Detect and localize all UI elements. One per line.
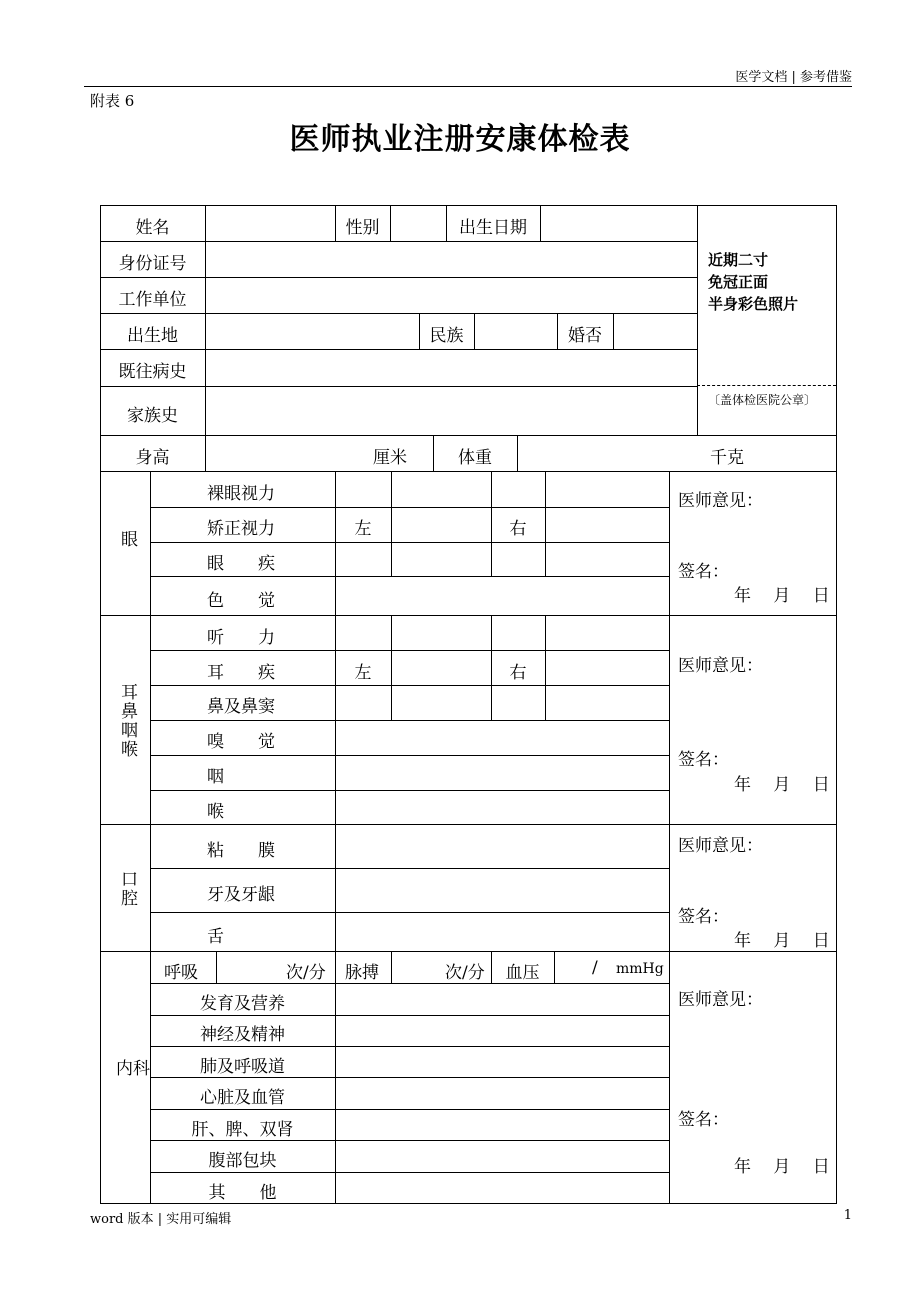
- internal-item: 发育及营养: [200, 994, 285, 1014]
- header-text: 医学文档 | 参考借鉴: [735, 70, 852, 85]
- internal-item: 肝、脾、双肾: [191, 1120, 294, 1140]
- label-ethnicity: 民族: [429, 326, 464, 346]
- photo-dashed-separator: [697, 385, 836, 386]
- label-birth-date: 出生日期: [459, 218, 527, 238]
- eye-opinion-label: 医师意见：: [678, 491, 763, 511]
- page-title: 医师执业注册安康体检表: [289, 122, 631, 157]
- oral-sign-label: 签名：: [678, 907, 729, 927]
- label-family-history: 家族史: [127, 406, 178, 426]
- label-gender: 性别: [345, 218, 380, 238]
- internal-item: 其 他: [208, 1183, 277, 1203]
- ent-right-label: 右: [509, 663, 527, 683]
- eye-item: 矫正视力: [207, 519, 275, 539]
- label-medical-history: 既往病史: [118, 362, 187, 382]
- label-name: 姓名: [135, 218, 170, 238]
- label-id-number: 身份证号: [118, 254, 187, 274]
- ent-date: 年 月 日: [734, 775, 830, 795]
- oral-item: 牙及牙龈: [207, 885, 275, 905]
- internal-sign-label: 签名：: [678, 1110, 729, 1130]
- unit-bp: mmHg: [616, 961, 664, 977]
- section-ent: 耳鼻咽喉: [117, 683, 137, 759]
- internal-item: 神经及精神: [200, 1025, 285, 1045]
- bp-slash: /: [592, 958, 598, 978]
- label-weight: 体重: [458, 448, 492, 468]
- oral-item: 粘 膜: [207, 841, 275, 861]
- annex-label: 附表 6: [90, 92, 135, 110]
- unit-kg: 千克: [710, 448, 744, 468]
- eye-item: 眼 疾: [207, 554, 275, 574]
- ent-sign-label: 签名：: [678, 750, 729, 770]
- stamp-note: 〔盖体检医院公章〕: [708, 393, 817, 407]
- oral-item: 舌: [207, 927, 224, 947]
- ent-item: 嗅 觉: [207, 732, 275, 752]
- eye-right-label: 右: [509, 519, 527, 539]
- ent-item: 听 力: [207, 628, 275, 648]
- health-exam-form: [100, 205, 837, 1204]
- footer-text: word 版本 | 实用可编辑: [90, 1212, 232, 1227]
- label-respiration: 呼吸: [164, 963, 198, 983]
- internal-date: 年 月 日: [734, 1157, 830, 1177]
- unit-respiration: 次/分: [286, 963, 326, 983]
- label-birthplace: 出生地: [127, 326, 178, 346]
- internal-item: 心脏及血管: [200, 1088, 285, 1108]
- eye-sign-label: 签名：: [678, 562, 729, 582]
- form-border-left: [100, 205, 101, 1204]
- oral-date: 年 月 日: [734, 931, 830, 951]
- section-internal: 内科: [116, 1059, 150, 1079]
- internal-item: 腹部包块: [208, 1151, 277, 1171]
- label-marital: 婚否: [568, 326, 602, 346]
- section-oral: 口腔: [117, 870, 137, 908]
- ent-opinion-label: 医师意见：: [678, 656, 763, 676]
- label-blood-pressure: 血压: [505, 963, 540, 983]
- label-work-unit: 工作单位: [118, 290, 187, 310]
- ent-left-label: 左: [354, 663, 372, 683]
- unit-cm: 厘米: [373, 448, 407, 468]
- ent-item: 鼻及鼻窦: [207, 697, 275, 717]
- unit-pulse: 次/分: [445, 963, 485, 983]
- section-eye: 眼: [117, 530, 137, 549]
- page-number: 1: [843, 1208, 852, 1223]
- oral-opinion-label: 医师意见：: [678, 836, 763, 856]
- header-rule: [84, 86, 852, 87]
- eye-item: 色 觉: [207, 591, 275, 611]
- form-border-right: [836, 205, 837, 1204]
- photo-instruction: 近期二寸 免冠正面 半身彩色照片: [708, 251, 799, 313]
- internal-item: 肺及呼吸道: [200, 1057, 285, 1077]
- eye-item: 裸眼视力: [207, 484, 275, 504]
- ent-item: 喉: [207, 802, 224, 822]
- form-border-bottom: [100, 1203, 837, 1204]
- internal-opinion-label: 医师意见：: [678, 990, 763, 1010]
- eye-date: 年 月 日: [734, 586, 830, 606]
- label-pulse: 脉搏: [345, 963, 379, 983]
- ent-item: 耳 疾: [207, 663, 275, 683]
- ent-item: 咽: [207, 767, 224, 787]
- form-border-top: [100, 205, 837, 206]
- eye-left-label: 左: [354, 519, 372, 539]
- label-height: 身高: [135, 448, 170, 468]
